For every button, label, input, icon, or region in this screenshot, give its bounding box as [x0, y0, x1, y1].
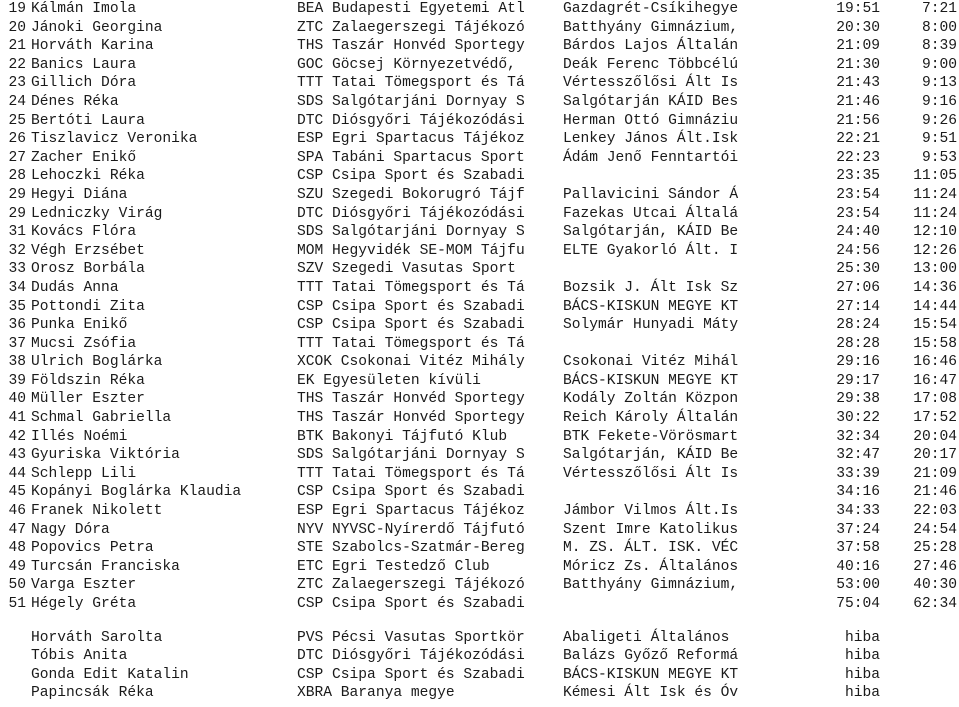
finish-time: 34:16	[836, 484, 880, 501]
club: MOM Hegyvidék SE-MOM Tájfu	[297, 242, 525, 259]
runner-name: Papincsák Réka	[31, 685, 154, 702]
time-behind: 9:00	[921, 56, 957, 73]
result-row	[0, 521, 959, 540]
time-behind: 9:16	[921, 93, 957, 110]
runner-name: Földszin Réka	[31, 372, 145, 389]
time-behind: 13:00	[913, 261, 957, 278]
time-behind: 12:26	[913, 242, 957, 259]
result-row	[0, 130, 959, 149]
place: 22	[8, 56, 26, 73]
result-row	[0, 483, 959, 502]
club: CSP Csipa Sport és Szabadi	[297, 666, 525, 683]
result-row	[0, 205, 959, 224]
place: 42	[8, 428, 26, 445]
runner-name: Tóbis Anita	[31, 648, 128, 665]
club: TTT Tatai Tömegsport és Tá	[297, 279, 525, 296]
finish-time: 21:09	[836, 38, 880, 55]
time-behind: 8:39	[921, 38, 957, 55]
runner-name: Ledniczky Virág	[31, 205, 163, 222]
finish-time: 27:14	[836, 298, 880, 315]
school: BÁCS-KISKUN MEGYE KT	[563, 298, 739, 315]
time-behind: 40:30	[913, 577, 957, 594]
school: Bárdos Lajos Általán	[563, 38, 739, 55]
time-behind: 7:21	[921, 1, 957, 17]
runner-name: Illés Noémi	[31, 428, 128, 445]
school: Solymár Hunyadi Máty	[563, 317, 739, 334]
result-row	[0, 112, 959, 131]
club: BEA Budapesti Egyetemi Atl	[297, 1, 525, 17]
school: ELTE Gyakorló Ált. I	[563, 242, 739, 259]
time-behind: 27:46	[913, 558, 957, 575]
place: 19	[8, 1, 26, 17]
finish-time: 32:47	[836, 447, 880, 464]
school: Balázs Győző Reformá	[563, 648, 739, 665]
club: XBRA Baranya megye	[297, 685, 455, 702]
time-behind: 24:54	[913, 521, 957, 538]
status: hiba	[844, 629, 880, 646]
time-behind: 15:58	[913, 335, 957, 352]
finish-time: 20:30	[836, 19, 880, 36]
result-row	[0, 19, 959, 38]
runner-name: Müller Eszter	[31, 391, 145, 408]
time-behind: 62:34	[913, 596, 957, 612]
club: CSP Csipa Sport és Szabadi	[297, 596, 525, 612]
runner-name: Tiszlavicz Veronika	[31, 131, 198, 148]
club: THS Taszár Honvéd Sportegy	[297, 410, 525, 427]
result-row	[0, 0, 959, 19]
result-row	[0, 595, 959, 614]
place: 34	[8, 279, 26, 296]
club: SZV Szegedi Vasutas Sport	[297, 261, 516, 278]
time-behind: 22:03	[913, 503, 957, 520]
result-row	[0, 279, 959, 298]
club: SPA Tabáni Spartacus Sport	[297, 149, 525, 166]
club: THS Taszár Honvéd Sportegy	[297, 391, 525, 408]
time-behind: 9:53	[921, 149, 957, 166]
result-row	[0, 465, 959, 484]
time-behind: 14:44	[913, 298, 957, 315]
place: 33	[8, 261, 26, 278]
club: SDS Salgótarjáni Dornyay S	[297, 447, 525, 464]
time-behind: 20:17	[913, 447, 957, 464]
time-behind: 20:04	[913, 428, 957, 445]
result-row	[0, 93, 959, 112]
school: M. ZS. ÁLT. ISK. VÉC	[563, 540, 739, 557]
place: 50	[8, 577, 26, 594]
runner-name: Hegyi Diána	[31, 186, 128, 203]
school: Pallavicini Sándor Á	[563, 186, 739, 203]
club: DTC Diósgyőri Tájékozódási	[297, 112, 525, 129]
finish-time: 28:24	[836, 317, 880, 334]
school: Vértesszőlősi Ált Is	[563, 75, 739, 92]
result-row	[0, 242, 959, 261]
place: 31	[8, 224, 26, 241]
place: 37	[8, 335, 26, 352]
place: 28	[8, 168, 26, 185]
finish-time: 28:28	[836, 335, 880, 352]
school: Salgótarján, KÁID Be	[563, 224, 739, 241]
error-row	[0, 684, 959, 703]
result-row	[0, 353, 959, 372]
status: hiba	[844, 666, 880, 683]
school: Csokonai Vitéz Mihál	[563, 354, 739, 371]
club: CSP Csipa Sport és Szabadi	[297, 168, 525, 185]
result-row	[0, 74, 959, 93]
runner-name: Kovács Flóra	[31, 224, 137, 241]
club: EK Egyesületen kívüli	[297, 372, 481, 389]
result-row	[0, 260, 959, 279]
result-row	[0, 223, 959, 242]
place: 27	[8, 149, 26, 166]
finish-time: 29:38	[836, 391, 880, 408]
runner-name: Mucsi Zsófia	[31, 335, 137, 352]
finish-time: 21:46	[836, 93, 880, 110]
place: 39	[8, 372, 26, 389]
place: 49	[8, 558, 26, 575]
club: BTK Bakonyi Tájfutó Klub	[297, 428, 508, 445]
runner-name: Banics Laura	[31, 56, 137, 73]
finish-time: 33:39	[836, 465, 880, 482]
time-behind: 11:24	[913, 186, 957, 203]
runner-name: Lehoczki Réka	[31, 168, 145, 185]
school: Kodály Zoltán Közpon	[563, 391, 739, 408]
error-row	[0, 666, 959, 685]
runner-name: Turcsán Franciska	[31, 558, 180, 575]
time-behind: 11:24	[913, 205, 957, 222]
time-behind: 9:51	[921, 131, 957, 148]
runner-name: Dudás Anna	[31, 279, 119, 296]
section-gap	[0, 614, 959, 629]
finish-time: 32:34	[836, 428, 880, 445]
place: 26	[8, 131, 26, 148]
error-row	[0, 647, 959, 666]
place: 29	[8, 186, 26, 203]
club: CSP Csipa Sport és Szabadi	[297, 484, 525, 501]
runner-name: Schlepp Lili	[31, 465, 137, 482]
school: Deák Ferenc Többcélú	[563, 56, 739, 73]
school: Ádám Jenő Fenntartói	[563, 149, 739, 166]
club: GOC Göcsej Környezetvédő,	[297, 56, 516, 73]
result-row	[0, 576, 959, 595]
club: STE Szabolcs-Szatmár-Bereg	[297, 540, 525, 557]
club: DTC Diósgyőri Tájékozódási	[297, 205, 525, 222]
school: BTK Fekete-Vörösmart	[563, 428, 739, 445]
time-behind: 16:46	[913, 354, 957, 371]
place: 51	[8, 596, 26, 612]
runner-name: Gyuriska Viktória	[31, 447, 180, 464]
finish-time: 75:04	[836, 596, 880, 612]
place: 45	[8, 484, 26, 501]
runner-name: Ulrich Boglárka	[31, 354, 163, 371]
time-behind: 17:08	[913, 391, 957, 408]
club: ZTC Zalaegerszegi Tájékozó	[297, 577, 525, 594]
runner-name: Popovics Petra	[31, 540, 154, 557]
runner-name: Bertóti Laura	[31, 112, 145, 129]
time-behind: 21:09	[913, 465, 957, 482]
result-row	[0, 37, 959, 56]
school: BÁCS-KISKUN MEGYE KT	[563, 666, 739, 683]
club: XCOK Csokonai Vitéz Mihály	[297, 354, 525, 371]
place: 43	[8, 447, 26, 464]
club: ESP Egri Spartacus Tájékoz	[297, 131, 525, 148]
result-row	[0, 539, 959, 558]
runner-name: Punka Enikő	[31, 317, 128, 334]
club: ETC Egri Testedző Club	[297, 558, 490, 575]
school: Szent Imre Katolikus	[563, 521, 739, 538]
club: DTC Diósgyőri Tájékozódási	[297, 648, 525, 665]
club: SDS Salgótarjáni Dornyay S	[297, 93, 525, 110]
school: Salgótarján KÁID Bes	[563, 93, 739, 110]
time-behind: 15:54	[913, 317, 957, 334]
place: 41	[8, 410, 26, 427]
place: 36	[8, 317, 26, 334]
place: 47	[8, 521, 26, 538]
finish-time: 25:30	[836, 261, 880, 278]
finish-time: 40:16	[836, 558, 880, 575]
school: Fazekas Utcai Általá	[563, 205, 739, 222]
time-behind: 11:05	[913, 168, 957, 185]
result-row	[0, 149, 959, 168]
result-row	[0, 446, 959, 465]
school: Lenkey János Ált.Isk	[563, 131, 739, 148]
time-behind: 16:47	[913, 372, 957, 389]
place: 20	[8, 19, 26, 36]
club: CSP Csipa Sport és Szabadi	[297, 298, 525, 315]
club: CSP Csipa Sport és Szabadi	[297, 317, 525, 334]
finish-time: 29:16	[836, 354, 880, 371]
school: Batthyány Gimnázium,	[563, 577, 739, 594]
result-row	[0, 186, 959, 205]
finish-time: 22:21	[836, 131, 880, 148]
result-row	[0, 167, 959, 186]
finish-time: 23:54	[836, 205, 880, 222]
place: 38	[8, 354, 26, 371]
error-rows	[0, 629, 959, 703]
club: NYV NYVSC-Nyírerdő Tájfutó	[297, 521, 525, 538]
runner-name: Horváth Sarolta	[31, 629, 163, 646]
finish-time: 22:23	[836, 149, 880, 166]
result-row	[0, 390, 959, 409]
time-behind: 21:46	[913, 484, 957, 501]
time-behind: 25:28	[913, 540, 957, 557]
runner-name: Jánoki Georgina	[31, 19, 163, 36]
school: Bozsik J. Ált Isk Sz	[563, 279, 739, 296]
finish-time: 21:30	[836, 56, 880, 73]
runner-name: Pottondi Zita	[31, 298, 145, 315]
status: hiba	[844, 648, 880, 665]
place: 32	[8, 242, 26, 259]
runner-name: Zacher Enikő	[31, 149, 137, 166]
club: TTT Tatai Tömegsport és Tá	[297, 75, 525, 92]
time-behind: 14:36	[913, 279, 957, 296]
place: 48	[8, 540, 26, 557]
school: Vértesszőlősi Ált Is	[563, 465, 739, 482]
runner-name: Kálmán Imola	[31, 1, 137, 17]
runner-name: Nagy Dóra	[31, 521, 110, 538]
school: BÁCS-KISKUN MEGYE KT	[563, 372, 739, 389]
club: ZTC Zalaegerszegi Tájékozó	[297, 19, 525, 36]
runner-name: Orosz Borbála	[31, 261, 145, 278]
runner-name: Gonda Edit Katalin	[31, 666, 189, 683]
club: TTT Tatai Tömegsport és Tá	[297, 465, 525, 482]
school: Batthyány Gimnázium,	[563, 19, 739, 36]
runner-name: Kopányi Boglárka Klaudia	[31, 484, 242, 501]
time-behind: 12:10	[913, 224, 957, 241]
finish-time: 27:06	[836, 279, 880, 296]
runner-name: Horváth Karina	[31, 38, 154, 55]
result-row	[0, 298, 959, 317]
place: 35	[8, 298, 26, 315]
place: 44	[8, 465, 26, 482]
school: Abaligeti Általános	[563, 629, 730, 646]
finish-time: 37:58	[836, 540, 880, 557]
school: Kémesi Ált Isk és Óv	[563, 685, 739, 702]
finish-time: 53:00	[836, 577, 880, 594]
time-behind: 9:13	[921, 75, 957, 92]
place: 40	[8, 391, 26, 408]
result-row	[0, 558, 959, 577]
result-row	[0, 316, 959, 335]
finish-time: 34:33	[836, 503, 880, 520]
finish-time: 23:54	[836, 186, 880, 203]
finish-time: 30:22	[836, 410, 880, 427]
place: 21	[8, 38, 26, 55]
school: Gazdagrét-Csíkihegye	[563, 1, 739, 17]
runner-name: Varga Eszter	[31, 577, 137, 594]
result-row	[0, 428, 959, 447]
place: 29	[8, 205, 26, 222]
school: Salgótarján, KÁID Be	[563, 447, 739, 464]
club: THS Taszár Honvéd Sportegy	[297, 38, 525, 55]
result-row	[0, 335, 959, 354]
place: 24	[8, 93, 26, 110]
club: TTT Tatai Tömegsport és Tá	[297, 335, 525, 352]
runner-name: Schmal Gabriella	[31, 410, 172, 427]
error-row	[0, 629, 959, 648]
runner-name: Hégely Gréta	[31, 596, 137, 612]
school: Herman Ottó Gimnáziu	[563, 112, 739, 129]
time-behind: 9:26	[921, 112, 957, 129]
finish-time: 24:40	[836, 224, 880, 241]
club: SZU Szegedi Bokorugró Tájf	[297, 186, 525, 203]
place: 46	[8, 503, 26, 520]
place: 23	[8, 75, 26, 92]
club: ESP Egri Spartacus Tájékoz	[297, 503, 525, 520]
finish-time: 19:51	[836, 1, 880, 17]
club: PVS Pécsi Vasutas Sportkör	[297, 629, 525, 646]
result-row	[0, 56, 959, 75]
place: 25	[8, 112, 26, 129]
school: Jámbor Vilmos Ált.Is	[563, 503, 739, 520]
finish-time: 21:43	[836, 75, 880, 92]
runner-name: Gillich Dóra	[31, 75, 137, 92]
result-row	[0, 502, 959, 521]
finish-time: 21:56	[836, 112, 880, 129]
school: Reich Károly Általán	[563, 410, 739, 427]
result-row	[0, 372, 959, 391]
runner-name: Dénes Réka	[31, 93, 119, 110]
club: SDS Salgótarjáni Dornyay S	[297, 224, 525, 241]
school: Móricz Zs. Általános	[563, 558, 739, 575]
runner-name: Franek Nikolett	[31, 503, 163, 520]
finish-time: 29:17	[836, 372, 880, 389]
finish-time: 24:56	[836, 242, 880, 259]
time-behind: 8:00	[921, 19, 957, 36]
finish-time: 23:35	[836, 168, 880, 185]
runner-name: Végh Erzsébet	[31, 242, 145, 259]
time-behind: 17:52	[913, 410, 957, 427]
finish-time: 37:24	[836, 521, 880, 538]
result-row	[0, 409, 959, 428]
status: hiba	[844, 685, 880, 702]
